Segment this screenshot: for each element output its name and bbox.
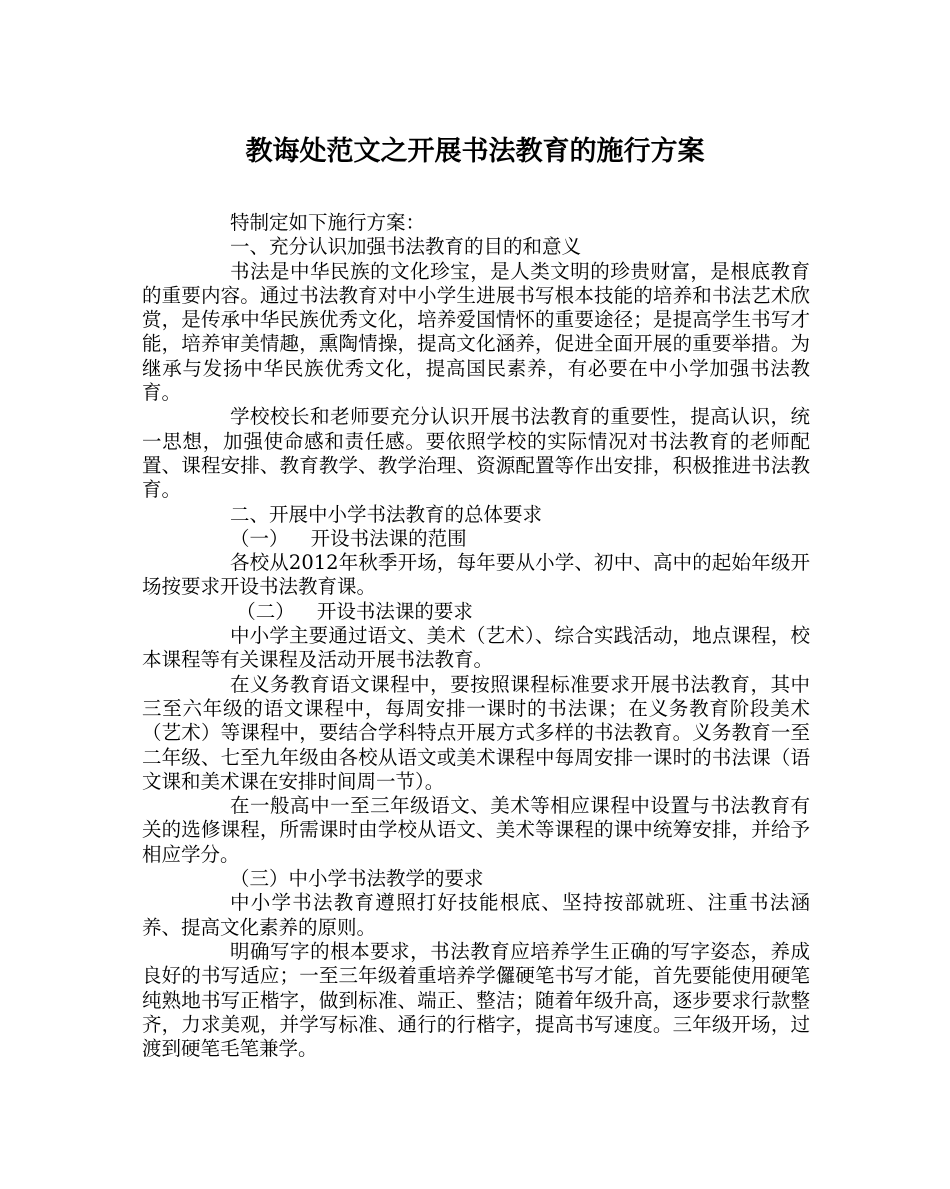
paragraph: 在义务教育语文课程中，要按照课程标准要求开展书法教育，其中三至六年级的语文课程中，每周安排一课时的书法课；在义务教育阶段美术（艺术）等课程中，要结合学科特点开展方式多样的书法教育。义务教育一至二年级、七至九年级由各校从语文或美术课程中每周安排一课时的书法课（语文课和美术课在安排时间周一节）。 xyxy=(142,672,810,793)
subsection-heading-1: （一） 开设书法课的范围 xyxy=(230,526,467,550)
paragraph: 在一般高中一至三年级语文、美术等相应课程中设置与书法教育有关的选修课程，所需课时由学校从语文、美术等课程的课中统筹安排，并给予相应学分。 xyxy=(142,794,810,866)
document-body xyxy=(142,211,810,1061)
section-heading-2: 二、开展中小学书法教育的总体要求 xyxy=(230,502,543,526)
subsection-heading-2: （二） 开设书法课的要求 xyxy=(230,599,473,623)
document-title: 教诲处范文之开展书法教育的施行方案 xyxy=(245,136,705,167)
paragraph: 中小学书法教育遵照打好技能根底、坚持按部就班、注重书法涵养、提高文化素养的原则。 xyxy=(142,891,810,939)
subsection-heading-3: （三）中小学书法教学的要求 xyxy=(230,867,484,891)
paragraph: 学校校长和老师要充分认识开展书法教育的重要性，提高认识，统一思想，加强使命感和责任感。要依照学校的实际情况对书法教育的老师配置、课程安排、教育教学、教学治理、资源配置等作出安排，积极推进书法教育。 xyxy=(142,405,810,502)
paragraph: 中小学主要通过语文、美术（艺术）、综合实践活动，地点课程，校本课程等有关课程及活动开展书法教育。 xyxy=(142,624,810,672)
paragraph: 书法是中华民族的文化珍宝，是人类文明的珍贵财富，是根底教育的重要内容。通过书法教育对中小学生进展书写根本技能的培养和书法艺术欣赏，是传承中华民族优秀文化，培养爱国情怀的重要途径；是提高学生书写才能，培养审美情趣，熏陶情操，提高文化涵养，促进全面开展的重要举措。为继承与发扬中华民族优秀文化，提高国民素养，有必要在中小学加强书法教育。 xyxy=(142,259,810,405)
paragraph: 各校从2012年秋季开场，每年要从小学、初中、高中的起始年级开场按要求开设书法教育课。 xyxy=(142,551,810,599)
section-heading-1: 一、充分认识加强书法教育的目的和意义 xyxy=(230,235,582,259)
paragraph-intro: 特制定如下施行方案： xyxy=(230,211,426,234)
paragraph: 明确写字的根本要求，书法教育应培养学生正确的写字姿态，养成良好的书写适应；一至三年级着重培养学儸硬笔书写才能，首先要能使用硬笔纯熟地书写正楷字，做到标准、端正、整洁；随着年级升高，逐步要求行款整齐，力求美观，并学写标准、通行的行楷字，提高书写速度。三年级开场，过渡到硬笔毛笔兼学。 xyxy=(142,939,810,1061)
